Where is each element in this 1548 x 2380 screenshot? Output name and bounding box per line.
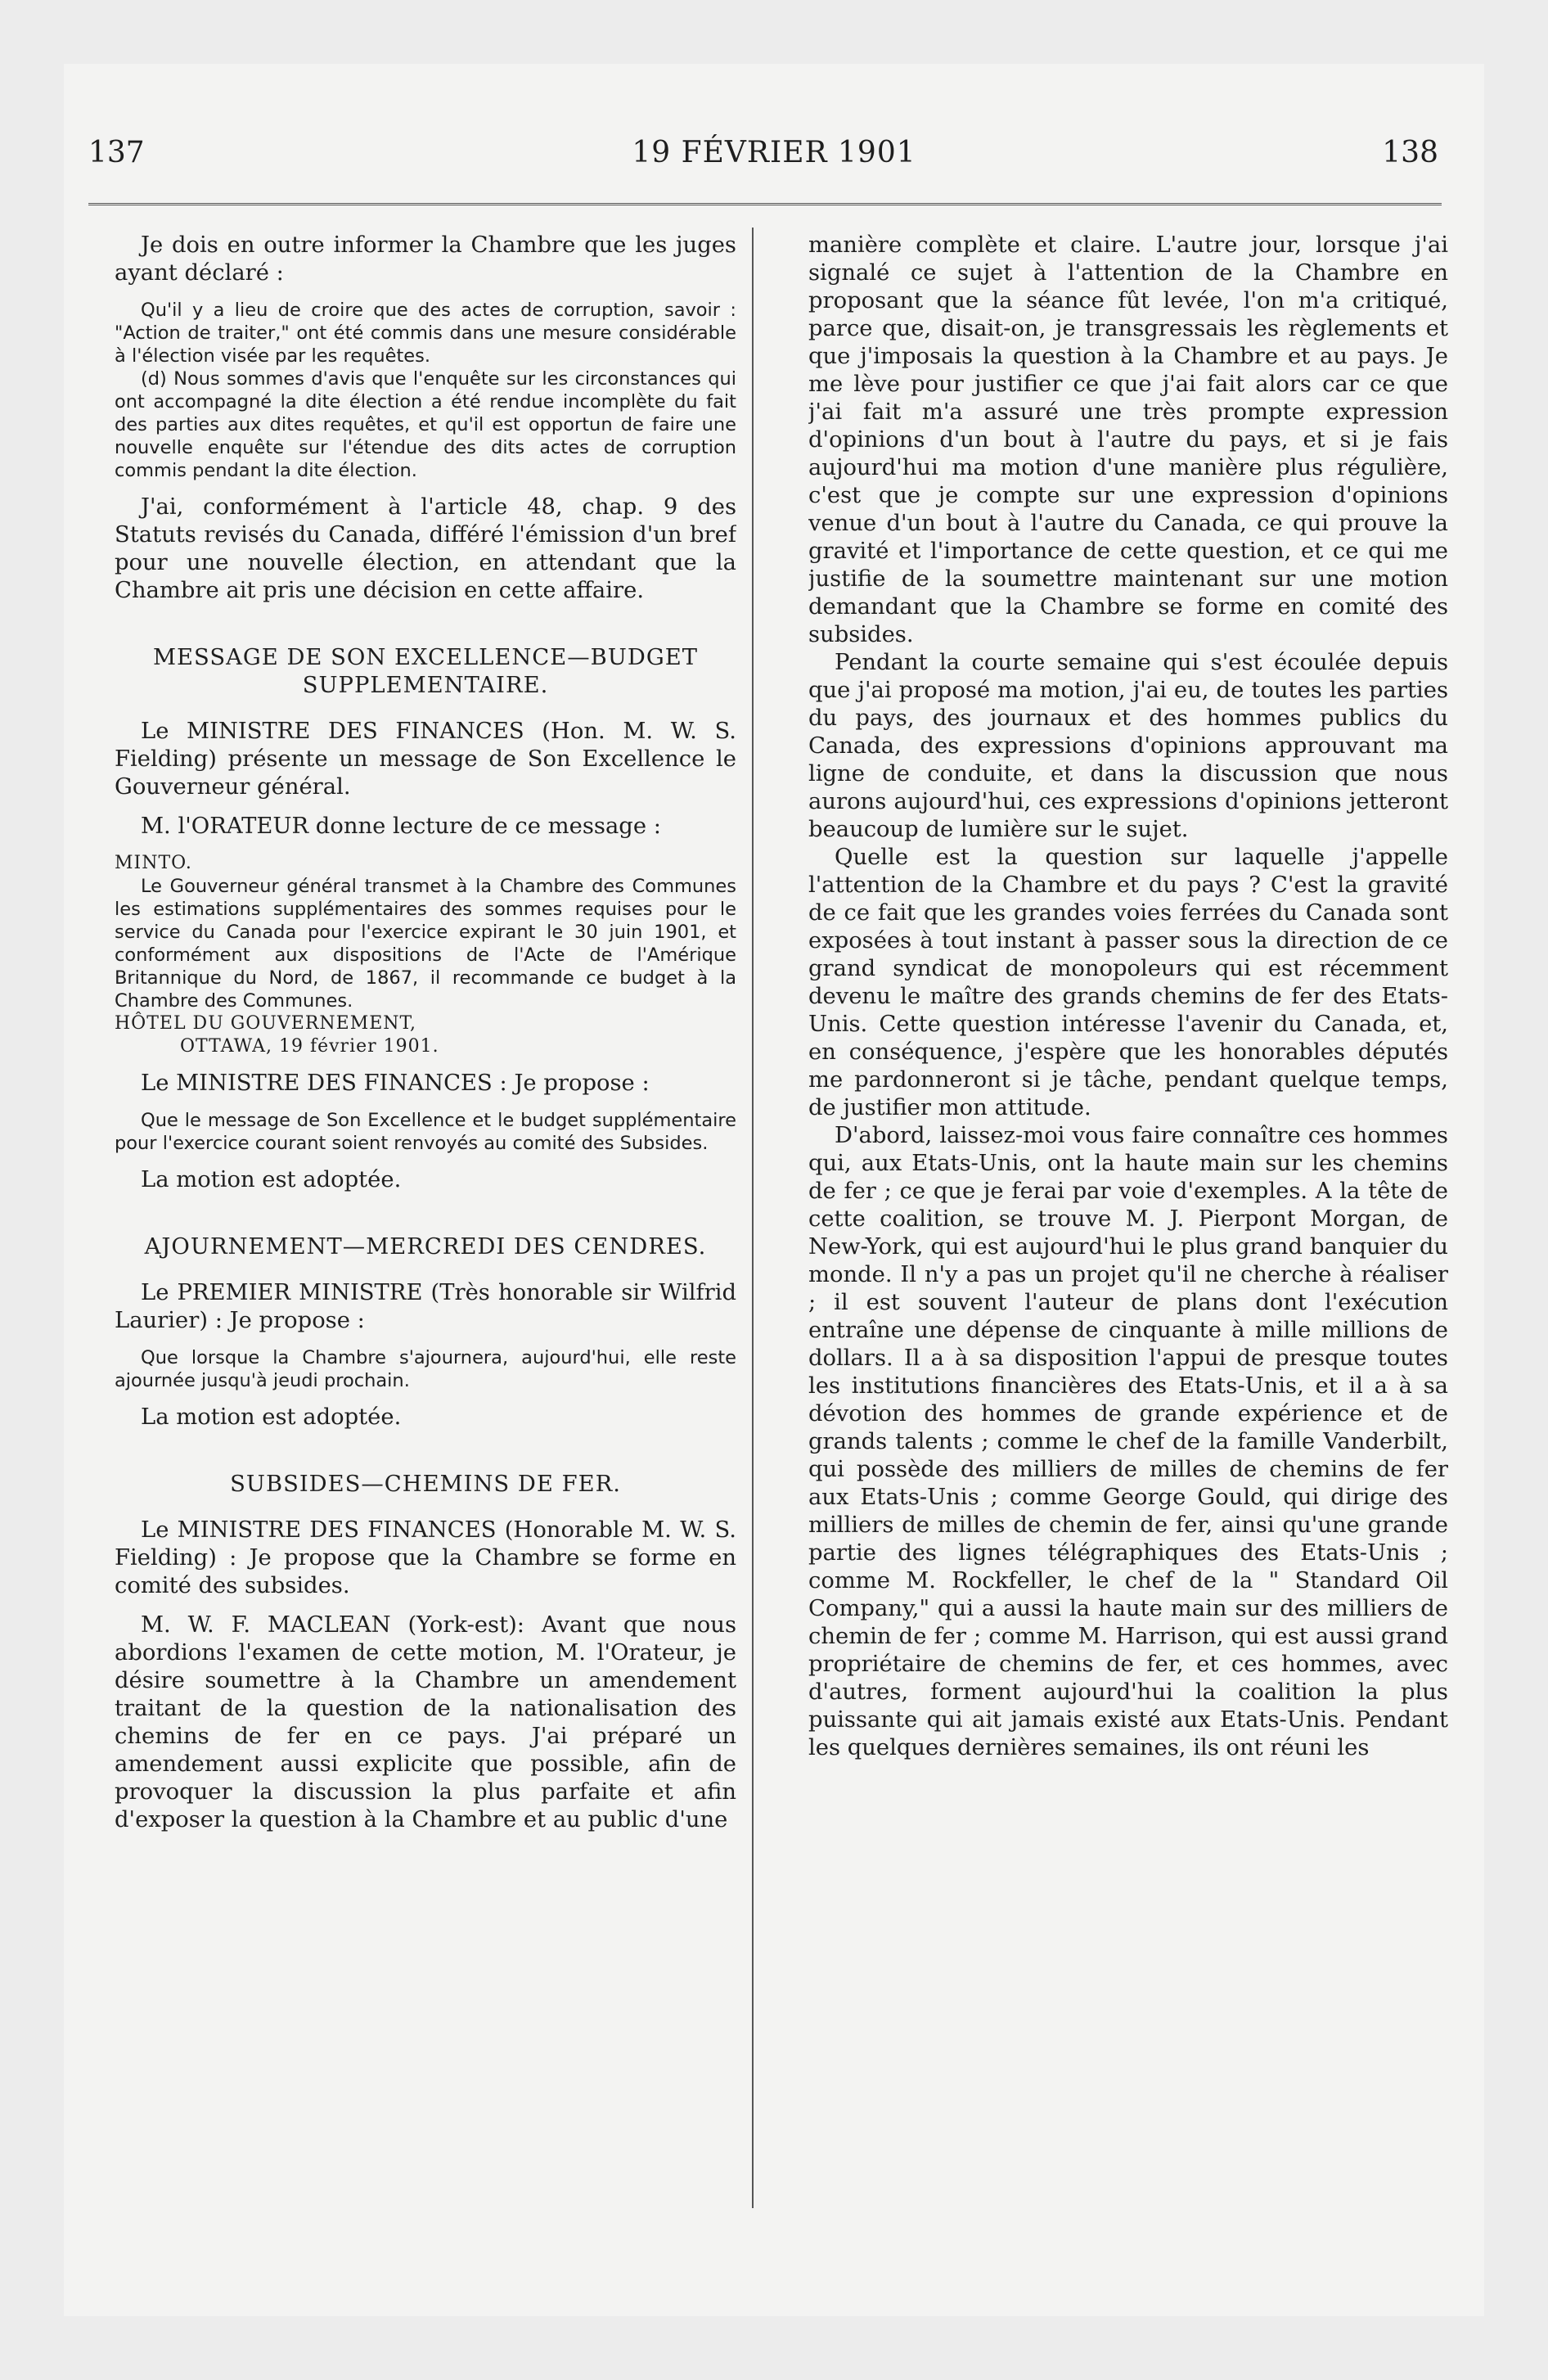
paragraph: Le Gouverneur général transmet à la Chambre des Communes les estimations supplémentaires des sommes requises pour le service du Canada pour l'exercice expirant le 30 juin 1901, et conformément aux dispositions de l'Acte de l'Amérique Britannique du Nord, de 1867, il recommande ce budget à la Chambre des Communes. (115, 876, 736, 1012)
paragraph: M. W. F. MACLEAN (York-est): Avant que nous abordions l'examen de cette motion, M. l'Orateur, je désire soumettre à la Chambre un amendement traitant de la question de la nationalisation des chemins de fer en ce pays. J'ai préparé un amendement aussi explicite que possible, afin de provoquer la discussion la plus parfaite et afin d'exposer la question à la Chambre et au public d'une (115, 1612, 736, 1832)
section-heading: MESSAGE DE SON EXCELLENCE—BUDGET SUPPLEMENTAIRE. (153, 645, 698, 698)
paragraph: Pendant la courte semaine qui s'est écoulée depuis que j'ai proposé ma motion, j'ai eu, de toutes les parties du pays, des journaux et des hommes publics du Canada, des expressions d'opinions approuvant ma ligne de conduite, et dans la discussion que nous aurons aujourd'hui, ces expressions d'opinions jetteront beaucoup de lumière sur le sujet. (808, 650, 1448, 842)
signature: MINTO. (115, 853, 192, 873)
paragraph: Le MINISTRE DES FINANCES (Hon. M. W. S. Fielding) présente un message de Son Excellence le Gouverneur général. (115, 719, 736, 800)
paragraph: Que le message de Son Excellence et le budget supplémentaire pour l'exercice courant soient renvoyés au comité des Subsides. (115, 1110, 736, 1154)
paragraph: Le MINISTRE DES FINANCES (Honorable M. W. S. Fielding) : Je propose que la Chambre se forme en comité des subsides. (115, 1517, 736, 1598)
signature: OTTAWA, 19 février 1901. (180, 1036, 439, 1057)
column-divider (752, 228, 754, 2208)
paragraph: Quelle est la question sur laquelle j'appelle l'attention de la Chambre et du pays ? C'est la gravité de ce fait que les grandes voies ferrées du Canada sont exposées à tout instant à passer sous la direction de ce grand syndicat de monopoleurs qui est récemment devenu le maître des grands chemins de fer des Etats-Unis. Cette question intéresse l'avenir du Canada, et, en conséquence, j'espère que les honorables députés me pardonneront si je tâche, pendant quelque temps, de justifier mon attitude. (808, 845, 1448, 1120)
paragraph: La motion est adoptée. (141, 1404, 402, 1430)
paragraph: Je dois en outre informer la Chambre que les juges ayant déclaré : (115, 232, 736, 286)
paragraph: M. l'ORATEUR donne lecture de ce message : (141, 814, 661, 839)
paragraph: Le MINISTRE DES FINANCES : Je propose : (141, 1071, 650, 1096)
left-column (115, 232, 736, 1834)
paragraph: D'abord, laissez-moi vous faire connaître ces hommes qui, aux Etats-Unis, ont la haute main sur les chemins de fer ; ce que je ferai par voie d'exemples. A la tête de cette coalition, se trouve M. J. Pierpont Morgan, de New-York, qui est aujourd'hui le plus grand banquier du monde. Il n'y a pas un projet qu'il ne cherche à réaliser ; il est souvent l'auteur de plans dont l'exécution entraîne une dépense de cinquante à mille millions de dollars. Il a à sa disposition l'appui de presque toutes les institutions financières des Etats-Unis, et il a à sa dévotion des hommes de grande expérience et de grands talents ; comme le chef de la famille Vanderbilt, qui possède des milliers de milles de chemins de fer aux Etats-Unis ; comme George Gould, qui dirige des milliers de milles de chemin de fer, ainsi qu'une grande partie des lignes télégraphiques des Etats-Unis ; comme M. Rockfeller, le chef de la " Standard Oil Company," qui a aussi la haute main sur des milliers de chemin de fer ; comme M. Harrison, qui est aussi grand propriétaire de chemins de fer, et ces hommes, avec d'autres, forment aujourd'hui la coalition la plus puissante qui ait jamais existé aux Etats-Unis. Pendant les quelques dernières semaines, ils ont réuni les (808, 1123, 1448, 1760)
section-heading: AJOURNEMENT—MERCREDI DES CENDRES. (144, 1234, 707, 1260)
paragraph: Que lorsque la Chambre s'ajournera, aujourd'hui, elle reste ajournée jusqu'à jeudi prochain. (115, 1347, 736, 1391)
document-page (64, 64, 1484, 2316)
signature: HÔTEL DU GOUVERNEMENT, (115, 1013, 416, 1034)
page-number-right: 138 (1382, 136, 1438, 169)
section-heading: SUBSIDES—CHEMINS DE FER. (230, 1472, 621, 1497)
paragraph: La motion est adoptée. (141, 1167, 402, 1192)
header-rule (88, 203, 1442, 205)
paragraph: manière complète et claire. L'autre jour, lorsque j'ai signalé ce sujet à l'attention de la Chambre en proposant que la séance fût levée, l'on m'a critiqué, parce que, disait-on, je transgressais les règlements et que j'imposais la question à la Chambre et au pays. Je me lève pour justifier ce que j'ai fait alors car ce que j'ai fait m'a assuré une très prompte expression d'opinions d'un bout à l'autre du pays, et si je fais aujourd'hui ma motion d'une manière plus régulière, c'est que je compte sur une expression d'opinions venue d'un bout à l'autre du Canada, ce qui prouve la gravité et l'importance de cette question, et ce qui me justifie de la soumettre maintenant sur une motion demandant que la Chambre se forme en comité des subsides. (808, 232, 1448, 647)
paragraph: Qu'il y a lieu de croire que des actes de corruption, savoir : "Action de traiter," ont été commis dans une mesure considérable à l'élection visée par les requêtes. (115, 300, 736, 367)
page-date: 19 FÉVRIER 1901 (632, 136, 916, 169)
paragraph: Le PREMIER MINISTRE (Très honorable sir Wilfrid Laurier) : Je propose : (115, 1280, 736, 1333)
paragraph: J'ai, conformément à l'article 48, chap. 9 des Statuts revisés du Canada, différé l'émission d'un bref pour une nouvelle élection, en attendant que la Chambre ait pris une décision en cette affaire. (115, 494, 736, 603)
paragraph: (d) Nous sommes d'avis que l'enquête sur les circonstances qui ont accompagné la dite élection a été rendue incomplète du fait des parties aux dites requêtes, et qu'il est opportun de faire une nouvelle enquête sur l'étendue des dits actes de corruption commis pendant la dite élection. (115, 368, 736, 481)
right-column (808, 232, 1448, 1762)
page-number-left: 137 (88, 136, 145, 169)
page-header (64, 64, 1484, 195)
